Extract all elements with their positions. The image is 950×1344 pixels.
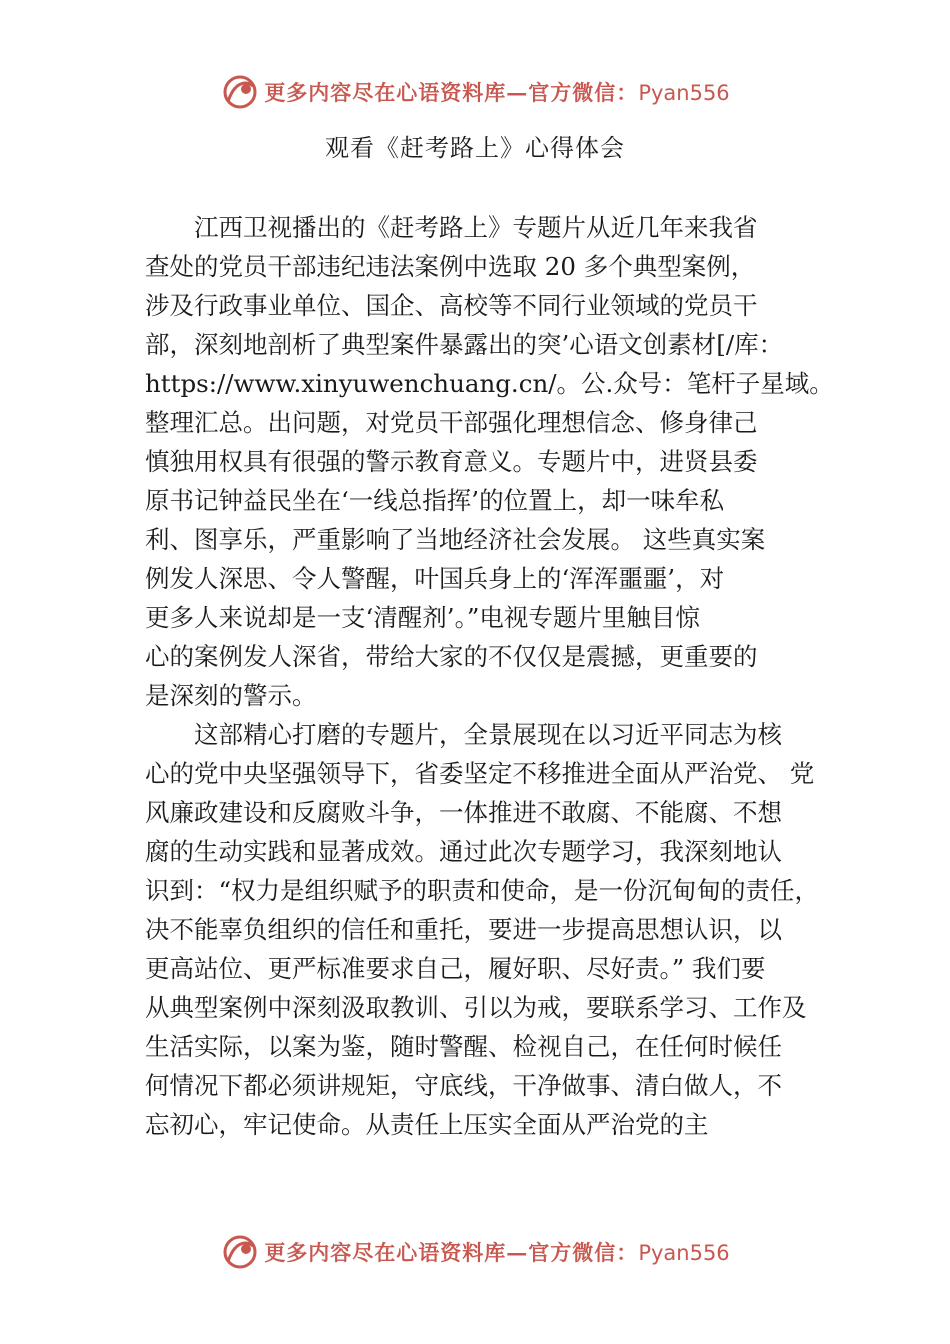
document-body bbox=[145, 210, 835, 1146]
banner-handle: Pyan556 bbox=[638, 1241, 730, 1265]
paragraph-line: 整理汇总。出问题，对党员干部强化理想信念、修身律己 bbox=[145, 408, 758, 437]
paragraph-line: 忘初心，牢记使命。从责任上压实全面从严治党的主 bbox=[145, 1110, 709, 1139]
paragraph-line: https://www.xinyuwenchuang.cn/。公.众号：笔杆子星域。 bbox=[145, 369, 834, 398]
paragraph-line: 这部精心打磨的专题片，全景展现在以习近平同志为核 bbox=[194, 720, 782, 749]
paragraph-line: 部，深刻地剖析了典型案件暴露出的突’心语文创素材[/库： bbox=[145, 330, 784, 359]
banner-text: 更多内容尽在心语资料库—官方微信：Pyan556 bbox=[264, 80, 730, 105]
paragraph-line: 生活实际，以案为鉴，随时警醒、检视自己，在任何时候任 bbox=[145, 1032, 782, 1061]
paragraph-line: 识到：“权力是组织赋予的职责和使命，是一份沉甸甸的责任， bbox=[145, 876, 820, 905]
paragraph-line: 原书记钟益民坐在‘一线总指挥’的位置上，却一味牟私 bbox=[145, 486, 725, 515]
paragraph-line: 心的案例发人深省，带给大家的不仅仅是震撼，更重要的 bbox=[145, 642, 758, 671]
paragraph-line: 从典型案例中深刻汲取教训、引以为戒，要联系学习、工作及 bbox=[145, 993, 807, 1022]
logo-icon bbox=[220, 72, 260, 112]
header-banner bbox=[0, 70, 950, 114]
logo-icon bbox=[220, 1232, 260, 1272]
paragraph-line: 慎独用权具有很强的警示教育意义。专题片中，进贤县委 bbox=[145, 447, 758, 476]
paragraph-line: 涉及行政事业单位、国企、高校等不同行业领域的党员干 bbox=[145, 291, 758, 320]
paragraph-line: 例发人深思、令人警醒，叶国兵身上的‘浑浑噩噩’，对 bbox=[145, 564, 725, 593]
banner-text: 更多内容尽在心语资料库—官方微信：Pyan556 bbox=[264, 1240, 730, 1265]
paragraph-line: 腐的生动实践和显著成效。通过此次专题学习，我深刻地认 bbox=[145, 837, 782, 866]
footer-banner bbox=[0, 1230, 950, 1274]
paragraph-line: 风廉政建设和反腐败斗争，一体推进不敢腐、不能腐、不想 bbox=[145, 798, 782, 827]
document-title: 观看《赶考路上》心得体会 bbox=[325, 134, 625, 162]
paragraph-line: 心的党中央坚强领导下，省委坚定不移推进全面从严治党、 党 bbox=[145, 759, 815, 788]
paragraph-line: 是深刻的警示。 bbox=[145, 681, 317, 710]
paragraph-line: 查处的党员干部违纪违法案例中选取 20 多个典型案例， bbox=[145, 252, 756, 281]
banner-handle: Pyan556 bbox=[638, 81, 730, 105]
paragraph-line: 更多人来说却是一支‘清醒剂’。”电视专题片里触目惊 bbox=[145, 603, 700, 632]
paragraph-line: 更高站位、更严标准要求自己，履好职、尽好责。” 我们要 bbox=[145, 954, 766, 983]
paragraph-line: 利、图享乐，严重影响了当地经济社会发展。 这些真实案 bbox=[145, 525, 766, 554]
paragraph-line: 何情况下都必须讲规矩，守底线，干净做事、清白做人，不 bbox=[145, 1071, 782, 1100]
paragraph-line: 决不能辜负组织的信任和重托，要进一步提高思想认识，以 bbox=[145, 915, 782, 944]
paragraph-line: 江西卫视播出的《赶考路上》专题片从近几年来我省 bbox=[194, 213, 758, 242]
